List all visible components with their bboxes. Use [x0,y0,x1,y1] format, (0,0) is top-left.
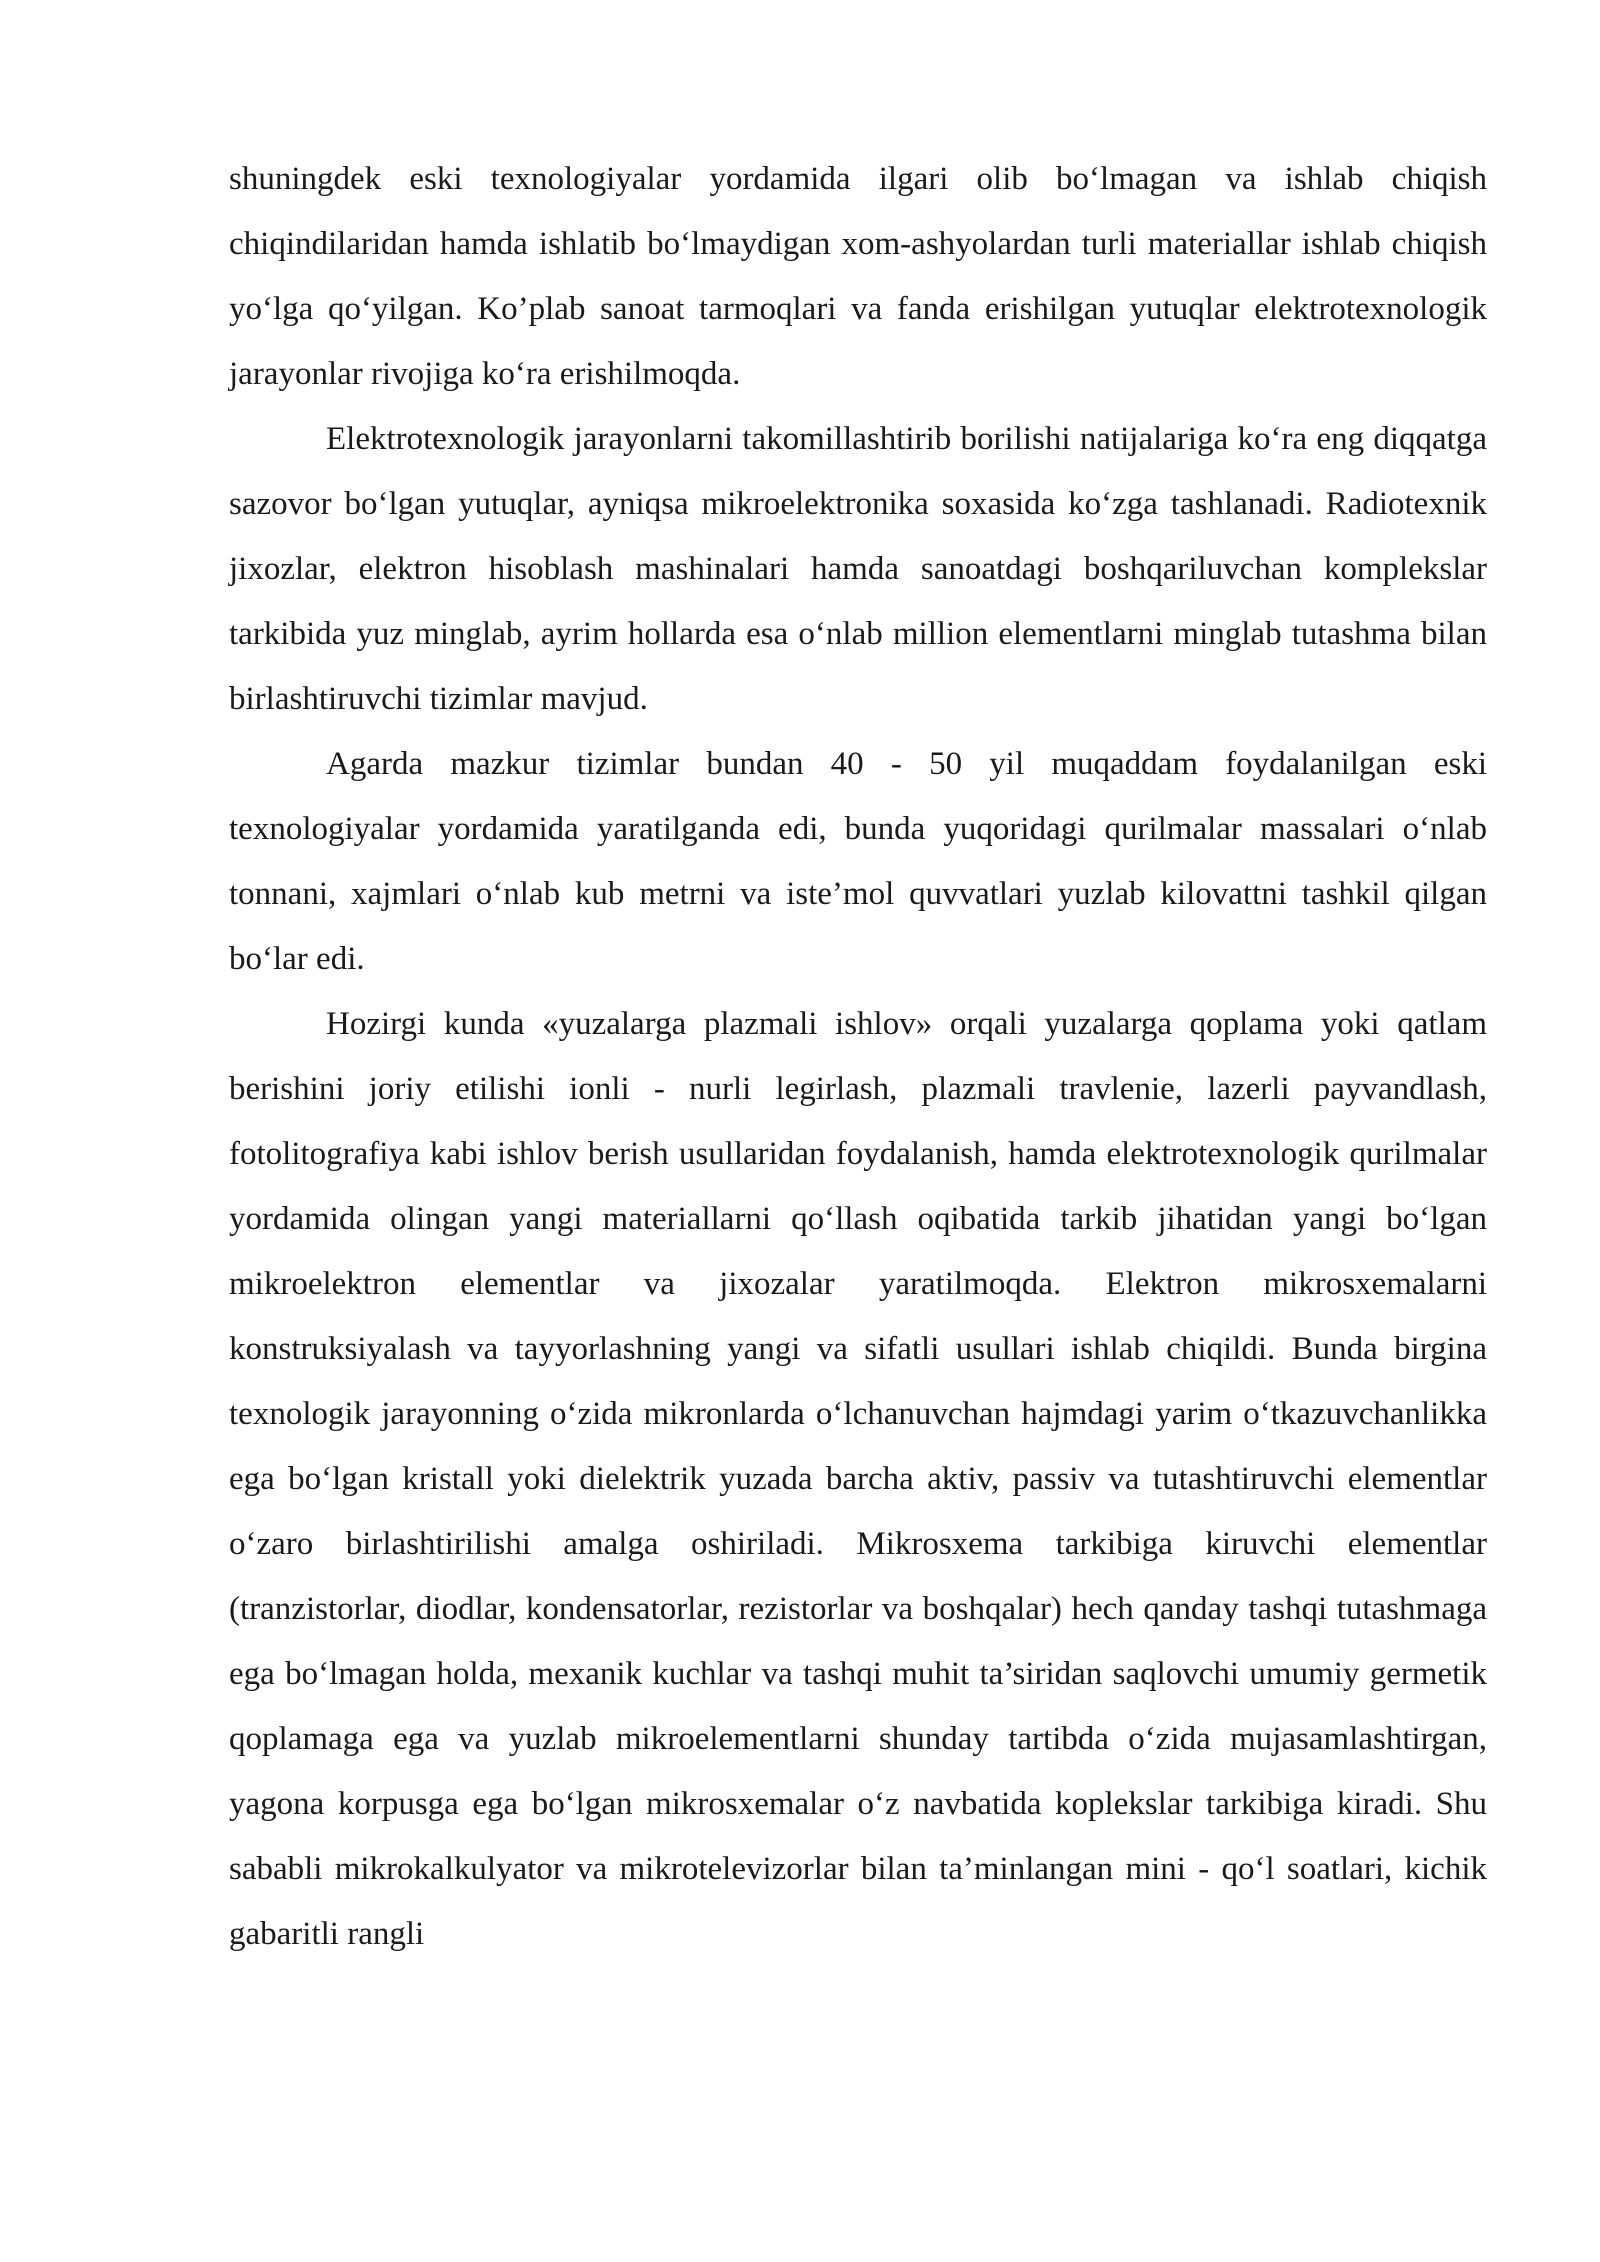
body-text [229,147,1487,1967]
paragraph-old-technologies: Agarda mazkur tizimlar bundan 40 - 50 yil muqaddam foydalanilgan eski texnologiyalar yordamida yaratilganda edi, bunda yuqoridagi qurilmalar massalari o‘nlab tonnani, xajmlari o‘nlab kub metrni va iste’mol quvvatlari yuzlab kilovattni tashkil qilgan bo‘lar edi. [229,746,1487,977]
paragraph-electrotechnology: Elektrotexnologik jarayonlarni takomillashtirib borilishi natijalariga ko‘ra eng diqqatga sazovor bo‘lgan yutuqlar, ayniqsa mikroelektronika soxasida ko‘zga tashlanadi. Radiotexnik jixozlar, elektron hisoblash mashinalari hamda sanoatdagi boshqariluvchan komplekslar tarkibida yuz minglab, ayrim hollarda esa o‘nlab million elementlarni minglab tutashma bilan birlashtiruvchi tizimlar mavjud. [229,421,1487,717]
paragraph-continuation: shuningdek eski texnologiyalar yordamida ilgari olib bo‘lmagan va ishlab chiqish chiqindilaridan hamda ishlatib bo‘lmaydigan xom-ashyolardan turli materiallar ishlab chiqish yo‘lga qo‘yilgan. Ko’plab sanoat tarmoqlari va fanda erishilgan yutuqlar elektrotexnologik jarayonlar rivojiga ko‘ra erishilmoqda. [229,161,1487,392]
paragraph-plasma-processing: Hozirgi kunda «yuzalarga plazmali ishlov» orqali yuzalarga qoplama yoki qatlam berishini joriy etilishi ionli - nurli legirlash, plazmali travlenie, lazerli payvandlash, fotolitografiya kabi ishlov berish usullaridan foydalanish, hamda elektrotexnologik qurilmalar yordamida olingan yangi materiallarni qo‘llash oqibatida tarkib jihatidan yangi bo‘lgan mikroelektron elementlar va jixozalar yaratilmoqda. Elektron mikrosxemalarni konstruksiyalash va tayyorlashning yangi va sifatli usullari ishlab chiqildi. Bunda birgina texnologik jarayonning o‘zida mikronlarda o‘lchanuvchan hajmdagi yarim o‘tkazuvchanlikka ega bo‘lgan kristall yoki dielektrik yuzada barcha aktiv, passiv va tutashtiruvchi elementlar o‘zaro birlashtirilishi amalga oshiriladi. Mikrosxema tarkibiga kiruvchi elementlar (tranzistorlar, diodlar, kondensatorlar, rezistorlar va boshqalar) hech qanday tashqi tutashmaga ega bo‘lmagan holda, mexanik kuchlar va tashqi muhit ta’siridan saqlovchi umumiy germetik qoplamaga ega va yuzlab mikroelementlarni shunday tartibda o‘zida mujasamlashtirgan, yagona korpusga ega bo‘lgan mikrosxemalar o‘z navbatida koplekslar tarkibiga kiradi. Shu sababli mikrokalkulyator va mikrotelevizorlar bilan ta’minlangan mini - qo‘l soatlari, kichik gabaritli rangli [229,1006,1487,1952]
